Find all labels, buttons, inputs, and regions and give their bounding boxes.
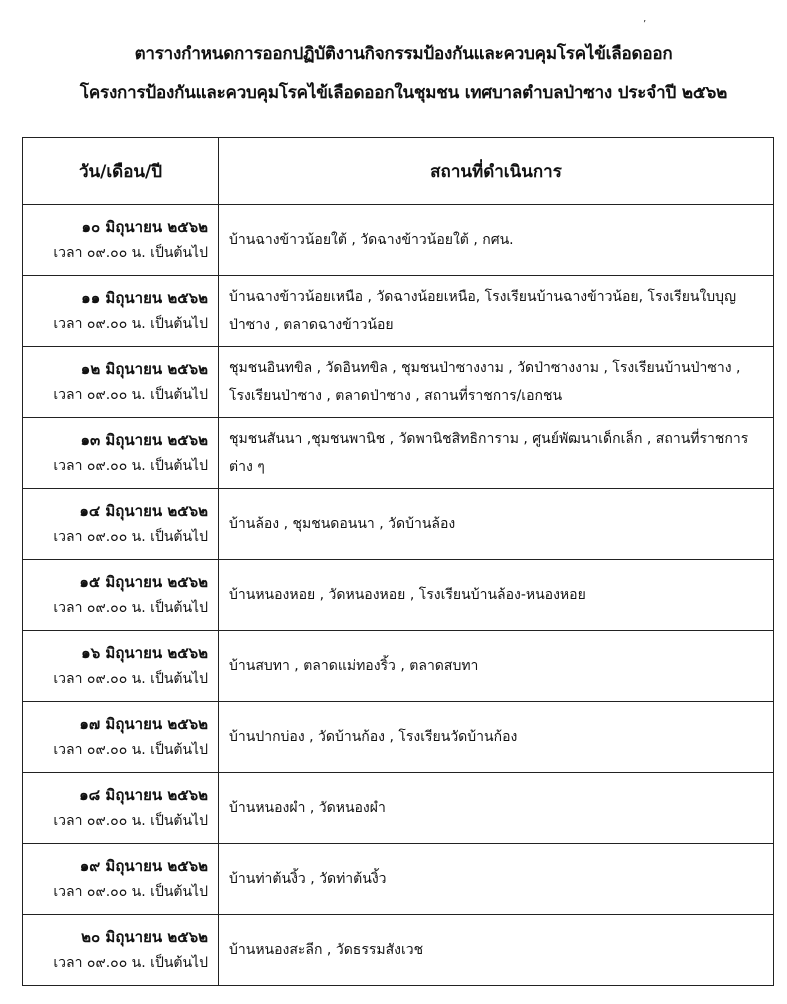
place-cell: บ้านหนองหอย , วัดหนองหอย , โรงเรียนบ้านล้อง-หนองหอย [219,560,774,631]
place-cell: ชุมชนอินทขิล , วัดอินทขิล , ชุมชนป่าซางงาม , วัดป่าซางงาม , โรงเรียนบ้านป่าซาง , โรงเรียนป่าซาง , ตลาดป่าซาง , สถานที่ราชการ/เอกชน [219,347,774,418]
date-text: ๑๕ มิถุนายน ๒๕๖๒ [79,572,208,591]
time-text: เวลา ๐๙.๐๐ น. เป็นต้นไป [53,457,208,474]
date-cell [23,560,219,631]
place-cell: บ้านล้อง , ชุมชนดอนนา , วัดบ้านล้อง [219,489,774,560]
time-text: เวลา ๐๙.๐๐ น. เป็นต้นไป [53,883,208,900]
time-text: เวลา ๐๙.๐๐ น. เป็นต้นไป [53,599,208,616]
date-text: ๑๒ มิถุนายน ๒๕๖๒ [80,359,208,378]
date-column-header: วัน/เดือน/ปี [23,138,219,205]
date-cell [23,347,219,418]
date-text: ๑๑ มิถุนายน ๒๕๖๒ [81,288,208,307]
table-row [23,347,774,418]
date-cell [23,915,219,986]
table-row [23,773,774,844]
place-cell: บ้านหนองสะลีก , วัดธรรมสังเวช [219,915,774,986]
time-text: เวลา ๐๙.๐๐ น. เป็นต้นไป [53,741,208,758]
date-cell [23,702,219,773]
table-row [23,844,774,915]
date-text: ๑๐ มิถุนายน ๒๕๖๒ [81,217,208,236]
place-cell: บ้านฉางข้าวน้อยใต้ , วัดฉางข้าวน้อยใต้ , กศน. [219,205,774,276]
date-text: ๑๖ มิถุนายน ๒๕๖๒ [81,643,208,662]
time-text: เวลา ๐๙.๐๐ น. เป็นต้นไป [53,670,208,687]
time-text: เวลา ๐๙.๐๐ น. เป็นต้นไป [53,528,208,545]
date-cell [23,418,219,489]
date-text: ๑๙ มิถุนายน ๒๕๖๒ [79,856,208,875]
table-header-row [23,138,774,205]
place-column-header: สถานที่ดำเนินการ [219,138,774,205]
date-text: ๒๐ มิถุนายน ๒๕๖๒ [81,927,208,946]
time-text: เวลา ๐๙.๐๐ น. เป็นต้นไป [53,315,208,332]
place-cell: บ้านหนองผำ , วัดหนองผำ [219,773,774,844]
place-cell: บ้านปากบ่อง , วัดบ้านก้อง , โรงเรียนวัดบ้านก้อง [219,702,774,773]
date-text: ๑๔ มิถุนายน ๒๕๖๒ [79,501,208,520]
place-cell: ชุมชนสันนา ,ชุมชนพานิช , วัดพานิชสิทธิการาม , ศูนย์พัฒนาเด็กเล็ก , สถานที่ราชการต่าง ๆ [219,418,774,489]
time-text: เวลา ๐๙.๐๐ น. เป็นต้นไป [53,386,208,403]
time-text: เวลา ๐๙.๐๐ น. เป็นต้นไป [53,812,208,829]
table-row [23,418,774,489]
document-title: ตารางกำหนดการออกปฏิบัติงานกิจกรรมป้องกันและควบคุมโรคไข้เลือดออก [134,44,673,64]
document-header [0,44,787,103]
table-row [23,205,774,276]
table-row [23,489,774,560]
date-text: ๑๗ มิถุนายน ๒๕๖๒ [79,714,208,733]
place-cell: บ้านสบทา , ตลาดแม่ทองริ้ว , ตลาดสบทา [219,631,774,702]
document-subtitle: โครงการป้องกันและควบคุมโรคไข้เลือดออกในชุมชน เทศบาลตำบลป่าซาง ประจำปี ๒๕๖๒ [79,83,728,103]
date-cell [23,205,219,276]
date-text: ๑๓ มิถุนายน ๒๕๖๒ [80,430,208,449]
date-text: ๑๘ มิถุนายน ๒๕๖๒ [79,785,208,804]
date-cell [23,276,219,347]
table-row [23,631,774,702]
table-row [23,702,774,773]
date-cell [23,631,219,702]
table-row [23,915,774,986]
ink-mark: ’ [643,19,647,30]
schedule-table [22,137,774,986]
place-cell: บ้านท่าต้นงิ้ว , วัดท่าต้นงิ้ว [219,844,774,915]
time-text: เวลา ๐๙.๐๐ น. เป็นต้นไป [53,244,208,261]
date-cell [23,844,219,915]
table-row [23,276,774,347]
date-cell [23,773,219,844]
time-text: เวลา ๐๙.๐๐ น. เป็นต้นไป [53,954,208,971]
table-row [23,560,774,631]
date-cell [23,489,219,560]
place-cell: บ้านฉางข้าวน้อยเหนือ , วัดฉางน้อยเหนือ, โรงเรียนบ้านฉางข้าวน้อย, โรงเรียนใบบุญป่าซาง , ตลาดฉางข้าวน้อย [219,276,774,347]
